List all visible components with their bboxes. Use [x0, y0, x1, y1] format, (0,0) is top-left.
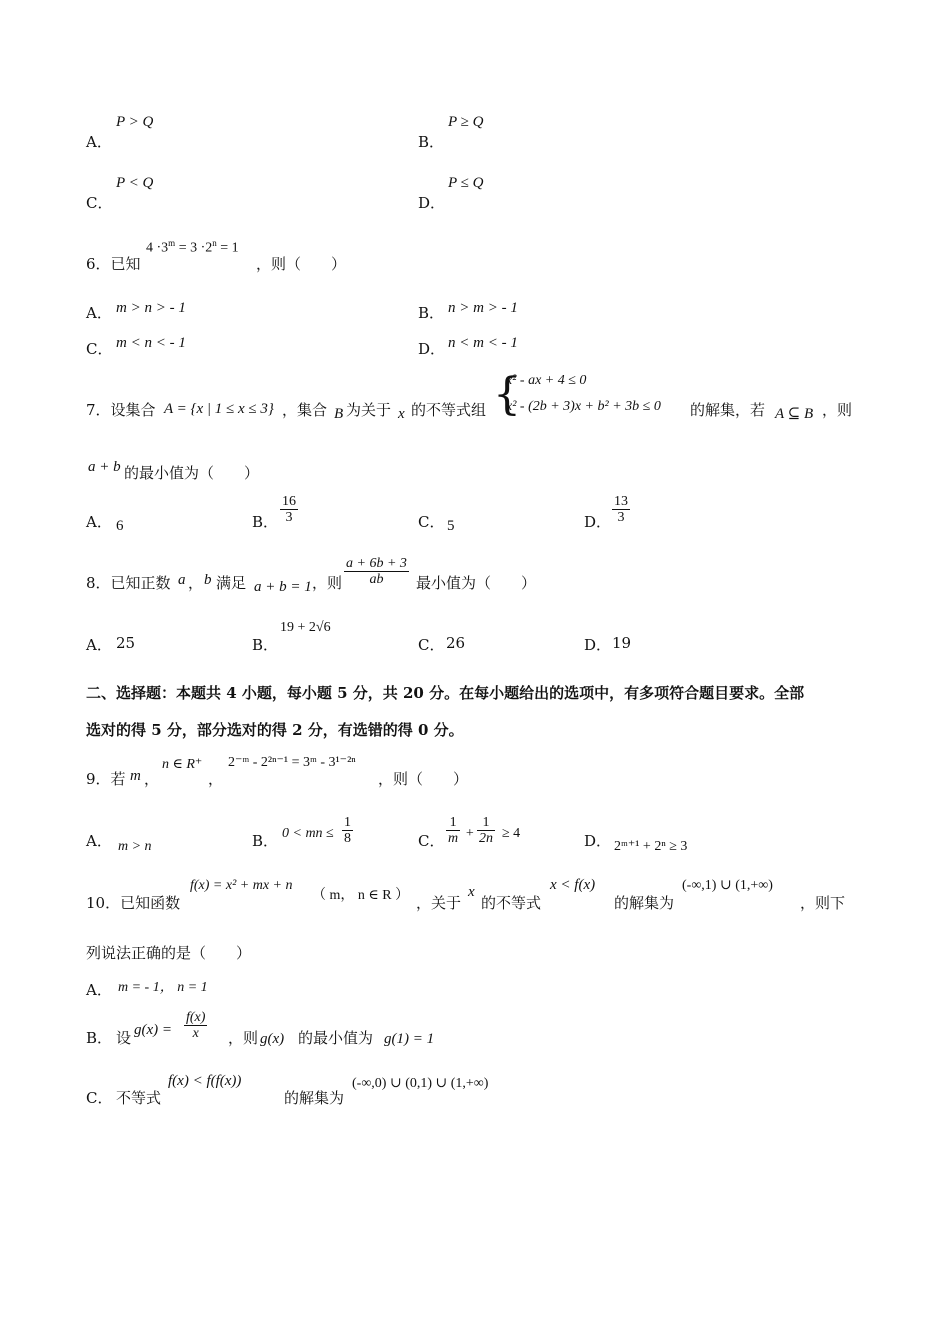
q7-system-brace: { — [493, 369, 521, 420]
q10-option-b-label: B． — [86, 1029, 113, 1047]
q6-option-a-math: m > n > - 1 — [116, 300, 186, 316]
q8-option-c-label: C． — [418, 636, 445, 654]
q7-set-a: A = {x | 1 ≤ x ≤ 3} — [164, 401, 274, 417]
q8-text-1: 满足 — [216, 574, 247, 592]
q6-option-a-label: A． — [86, 304, 112, 322]
q10-var-x: x — [468, 884, 475, 900]
q9-comma: ， — [144, 770, 160, 788]
q10-tail: ，则下 — [800, 894, 846, 912]
q7-subset: A ⊆ B — [775, 406, 814, 422]
q8-option-d-value: 19 — [612, 634, 632, 652]
q9-option-c-tail: ≥ 4 — [502, 826, 521, 841]
q10-option-c-label: C． — [86, 1089, 113, 1107]
q10-option-b-g2: g(x) — [260, 1031, 285, 1047]
q7-line2-math: a + b — [88, 459, 121, 475]
q7-set-b: B — [334, 406, 344, 422]
q7-inequality-1: x² - ax + 4 ≤ 0 — [506, 373, 587, 388]
q10-option-c-text-2: 的解集为 — [284, 1089, 345, 1107]
q5-option-c-label: C． — [86, 194, 113, 212]
q7-option-c-value: 5 — [447, 518, 455, 534]
q10-domain: （ m， n ∈ R ） — [312, 888, 410, 903]
q9-option-a-label: A． — [86, 832, 112, 850]
q8-option-b-value: 19 + 2√6 — [280, 620, 331, 635]
q6-option-b-label: B． — [418, 304, 445, 322]
section-2-line-1: 二、选择题：本题共 4 小题，每小题 5 分，共 20 分。在每小题给出的选项中，有多项符合题目要求。全部 — [86, 684, 805, 702]
q9-option-c-label: C． — [418, 832, 445, 850]
q7-option-a-label: A． — [86, 513, 112, 531]
q9-option-b-label: B． — [252, 832, 279, 850]
q8-var-b: b — [204, 572, 212, 588]
q5-option-a-label: A． — [86, 133, 112, 151]
q9-option-c-fraction-1: $\frac{1}{m}$ — [448, 815, 459, 847]
q10-option-c-solution: (-∞,0) ∪ (0,1) ∪ (1,+∞) — [352, 1076, 489, 1091]
q8-comma: ， — [188, 574, 204, 592]
q8-option-b-label: B． — [252, 636, 279, 654]
q9-option-a-value: m > n — [118, 839, 152, 854]
q10-option-a-label: A． — [86, 981, 112, 999]
q10-text-3: 的解集为 — [614, 894, 675, 912]
q9-stem: 9．若 — [86, 770, 126, 788]
q9-option-c-fraction-2: $\frac{1}{2n}$ — [479, 815, 493, 847]
q8-condition: a + b = 1 — [254, 579, 312, 595]
q5-option-b-label: B． — [418, 133, 445, 151]
q6-option-d-label: D． — [418, 340, 446, 358]
q10-text-1: ，关于 — [416, 894, 462, 912]
q7-text-4: 的解集，若 — [690, 401, 766, 419]
q6-condition: $4 \cdot 3^m = 3 \cdot 2^n = 1$ — [146, 238, 239, 256]
q8-stem: 8．已知正数 — [86, 574, 171, 592]
q7-stem: 7．设集合 — [86, 401, 156, 419]
q10-solution-set: (-∞,1) ∪ (1,+∞) — [682, 878, 773, 893]
q9-comma-2: ， — [208, 770, 224, 788]
q10-inequality: x < f(x) — [550, 877, 596, 893]
q10-option-c-text-1: 不等式 — [116, 1089, 162, 1107]
q10-option-b-g: g(x) = — [134, 1022, 173, 1038]
q5-option-d-label: D． — [418, 194, 446, 212]
q8-option-a-label: A． — [86, 636, 112, 654]
q10-option-a-value: m = - 1， n = 1 — [118, 980, 208, 995]
q10-function: f(x) = x² + mx + n — [190, 878, 293, 893]
q7-text-2: 为关于 — [346, 401, 392, 419]
q5-option-c-math: P < Q — [116, 175, 154, 191]
q6-option-b-math: n > m > - 1 — [448, 300, 518, 316]
q8-tail: 最小值为（ ） — [416, 574, 537, 592]
q5-option-a-math: P > Q — [116, 114, 154, 130]
q8-text-2: ，则 — [312, 574, 343, 592]
q10-line-2: 列说法正确的是（ ） — [86, 944, 252, 962]
q8-var-a: a — [178, 572, 186, 588]
q5-option-b-math: P ≥ Q — [448, 114, 484, 130]
q9-option-d-label: D． — [584, 832, 612, 850]
q10-stem: 10．已知函数 — [86, 894, 181, 912]
q7-option-c-label: C． — [418, 513, 445, 531]
q9-tail: ，则（ ） — [378, 770, 469, 788]
section-2-line-2: 选对的得 5 分，部分选对的得 2 分，有选错的得 0 分。 — [86, 721, 464, 739]
q9-condition-2: 2⁻ᵐ - 2²ⁿ⁻¹ = 3ᵐ - 3¹⁻²ⁿ — [228, 755, 356, 770]
q9-condition-1: n ∈ R⁺ — [162, 757, 203, 772]
q7-option-d-label: D． — [584, 513, 612, 531]
q6-option-c-math: m < n < - 1 — [116, 335, 186, 351]
q10-text-2: 的不等式 — [481, 894, 542, 912]
q10-option-b-text-1: 设 — [116, 1029, 132, 1047]
q8-option-a-value: 25 — [116, 634, 136, 652]
q10-option-b-fraction: $\frac{f(x)}{x}$ — [186, 1010, 206, 1042]
q7-text-1: ，集合 — [282, 401, 328, 419]
q8-option-d-label: D． — [584, 636, 612, 654]
q10-option-b-text-3: 的最小值为 — [298, 1029, 374, 1047]
q10-option-c-inequality: f(x) < f(f(x)) — [168, 1073, 242, 1089]
q5-option-d-math: P ≤ Q — [448, 175, 484, 191]
q9-option-d-value: 2ᵐ⁺¹ + 2ⁿ ≥ 3 — [614, 839, 688, 854]
q7-option-d-fraction: $\frac{13}{3}$ — [614, 494, 628, 526]
q7-option-b-label: B． — [252, 513, 279, 531]
q7-text-3: 的不等式组 — [411, 401, 487, 419]
q6-tail: ，则（ ） — [256, 255, 347, 273]
q8-fraction: $\frac{a + 6b + 3}{ab}$ — [346, 556, 407, 588]
q6-stem: 6．已知 — [86, 255, 141, 273]
q7-var-x: x — [398, 406, 405, 422]
q9-option-c-plus: + — [465, 826, 475, 841]
q7-option-a-value: 6 — [116, 518, 124, 534]
q6-option-d-math: n < m < - 1 — [448, 335, 518, 351]
q9-option-b-left: 0 < mn ≤ — [282, 826, 334, 841]
q7-option-b-fraction: $\frac{16}{3}$ — [282, 494, 296, 526]
q10-option-b-g3: g(1) = 1 — [384, 1031, 435, 1047]
q10-option-b-text-2: ，则 — [228, 1029, 259, 1047]
q7-tail: ，则 — [822, 401, 853, 419]
q9-option-b-fraction: $\frac{1}{8}$ — [344, 815, 351, 847]
q7-line2-text: 的最小值为（ ） — [124, 464, 260, 482]
q9-var-m: m — [130, 768, 141, 784]
q8-option-c-value: 26 — [446, 634, 466, 652]
q6-option-c-label: C． — [86, 340, 113, 358]
q7-inequality-2: x² - (2b + 3)x + b² + 3b ≤ 0 — [506, 399, 661, 414]
